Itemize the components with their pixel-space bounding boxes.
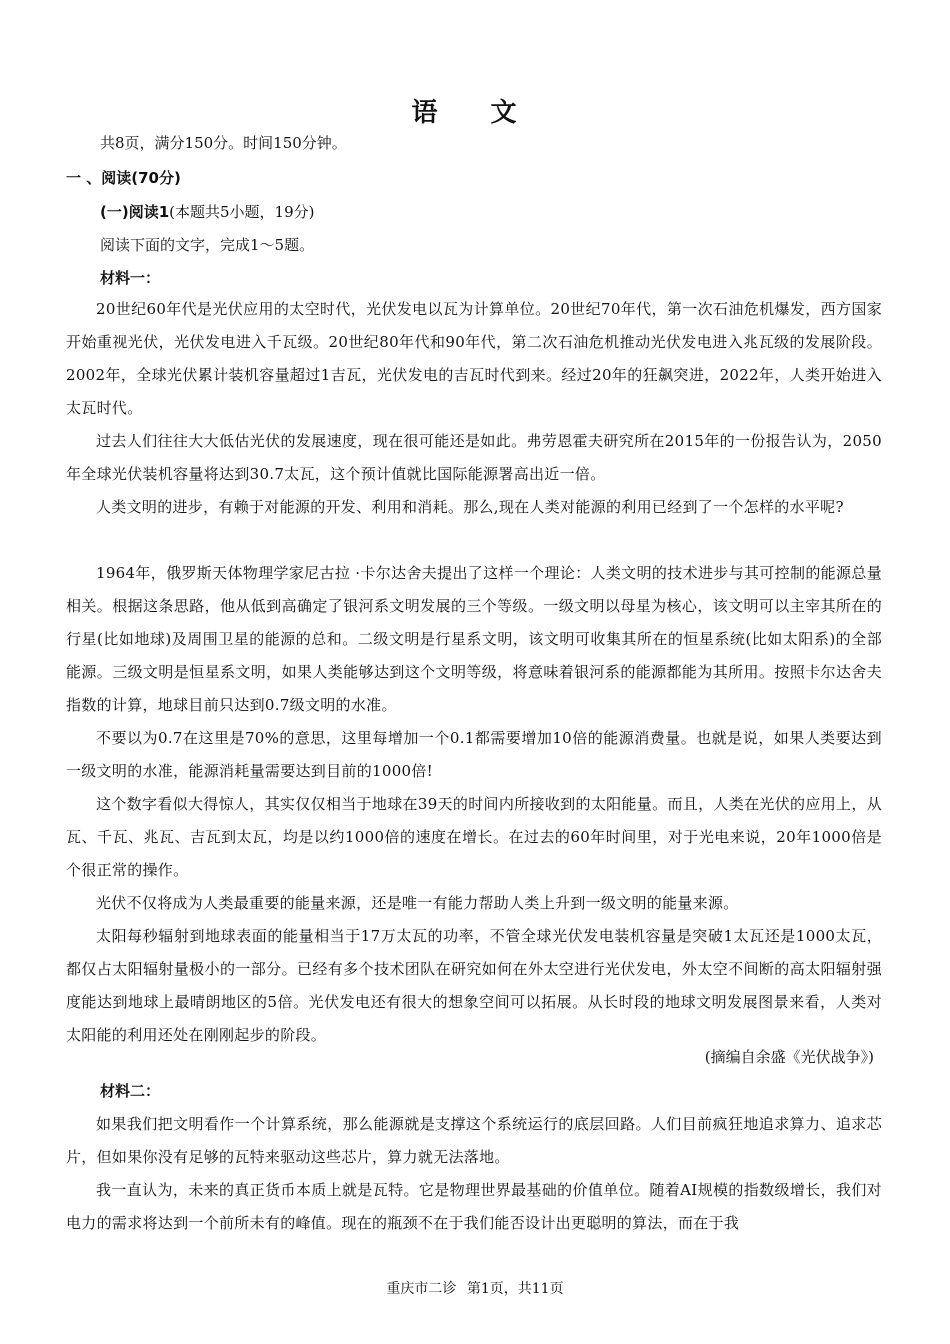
section-heading-reading: 一 、阅读(70分) (66, 169, 181, 187)
material1-paragraph: 光伏不仅将成为人类最重要的能量来源，还是唯一有能力帮助人类上升到一级文明的能量来源。 (96, 894, 739, 912)
material1-paragraph: 太阳每秒辐射到地球表面的能量相当于17万太瓦的功率，不管全球光伏发电装机容量是突破1太瓦还是1000太瓦，都仅占太阳辐射量极小的一部分。已经有多个技术团队在研究如何在外太空进行光伏发电，外太空不间断的高太阳辐射强度能达到地球上最晴朗地区的5倍。光伏发电还有很大的想象空间可以拓展。从长时段的地球文明发展图景来看，人类对太阳能的利用还处在刚刚起步的阶段。 (66, 927, 882, 1044)
material1-paragraph: 过去人们往往大大低估光伏的发展速度，现在很可能还是如此。弗劳恩霍夫研究所在2015年的一份报告认为，2050年全球光伏装机容量将达到30.7太瓦，这个预计值就比国际能源署高出近一倍。 (66, 432, 882, 483)
material1-label: 材料一： (100, 269, 161, 287)
material1-paragraph: 1964年，俄罗斯天体物理学家尼古拉 ·卡尔达舍夫提出了这样一个理论：人类文明的技术进步与其可控制的能源总量相关。根据这条思路，他从低到高确定了银河系文明发展的三个等级。一级文明以母星为核心，该文明可以主宰其所在的行星(比如地球)及周围卫星的能源的总和。二级文明是行星系文明，该文明可收集其所在的恒星系统(比如太阳系)的全部能源。三级文明是恒星系文明，如果人类能够达到这个文明等级，将意味着银河系的能源都能为其所用。按照卡尔达舍夫指数的计算，地球目前只达到0.7级文明的水准。 (66, 564, 882, 714)
material1-source: (摘编自余盛《光伏战争》) (704, 1048, 874, 1066)
material2-label: 材料二： (100, 1082, 161, 1100)
material1-paragraph: 人类文明的进步，有赖于对能源的开发、利用和消耗。那么,现在人类对能源的利用已经到了一个怎样的水平呢? (96, 498, 844, 516)
material1-paragraph: 20世纪60年代是光伏应用的太空时代，光伏发电以瓦为计算单位。20世纪70年代，第一次石油危机爆发，西方国家开始重视光伏，光伏发电进入千瓦级。20世纪80年代和90年代，第二次石油危机推动光伏发电进入兆瓦级的发展阶段。2002年，全球光伏累计装机容量超过1吉瓦，光伏发电的吉瓦时代到来。经过20年的狂飙突进，2022年，人类开始进入太瓦时代。 (66, 300, 882, 417)
material2-paragraph: 如果我们把文明看作一个计算系统，那么能源就是支撑这个系统运行的底层回路。人们目前疯狂地追求算力、追求芯片，但如果你没有足够的瓦特来驱动这些芯片，算力就无法落地。 (66, 1115, 882, 1166)
material2-paragraph: 我一直认为，未来的真正货币本质上就是瓦特。它是物理世界最基础的价值单位。随着AI规模的指数级增长，我们对电力的需求将达到一个前所未有的峰值。现在的瓶颈不在于我们能否设计出更聪明的算法，而在于我 (66, 1181, 882, 1232)
subsection-label: (一)阅读1 (100, 203, 170, 221)
instruction: 阅读下面的文字，完成1～5题。 (100, 236, 315, 254)
subsection-heading (100, 201, 315, 222)
exam-meta: 共8页，满分150分。时间150分钟。 (100, 134, 347, 152)
page-footer: 重庆市二诊 第1页，共11页 (386, 1281, 564, 1297)
material1-paragraph: 不要以为0.7在这里是70%的意思，这里每增加一个0.1都需要增加10倍的能源消费量。也就是说，如果人类要达到一级文明的水准，能源消耗量需要达到目前的1000倍! (66, 729, 882, 780)
material1-paragraph: 这个数字看似大得惊人，其实仅仅相当于地球在39天的时间内所接收到的太阳能量。而且，人类在光伏的应用上，从瓦、千瓦、兆瓦、吉瓦到太瓦，均是以约1000倍的速度在增长。在过去的60年时间里，对于光电来说，20年1000倍是个很正常的操作。 (66, 795, 882, 879)
subsection-detail: (本题共5小题，19分) (169, 203, 315, 221)
page-title: 语 文 (411, 98, 539, 128)
